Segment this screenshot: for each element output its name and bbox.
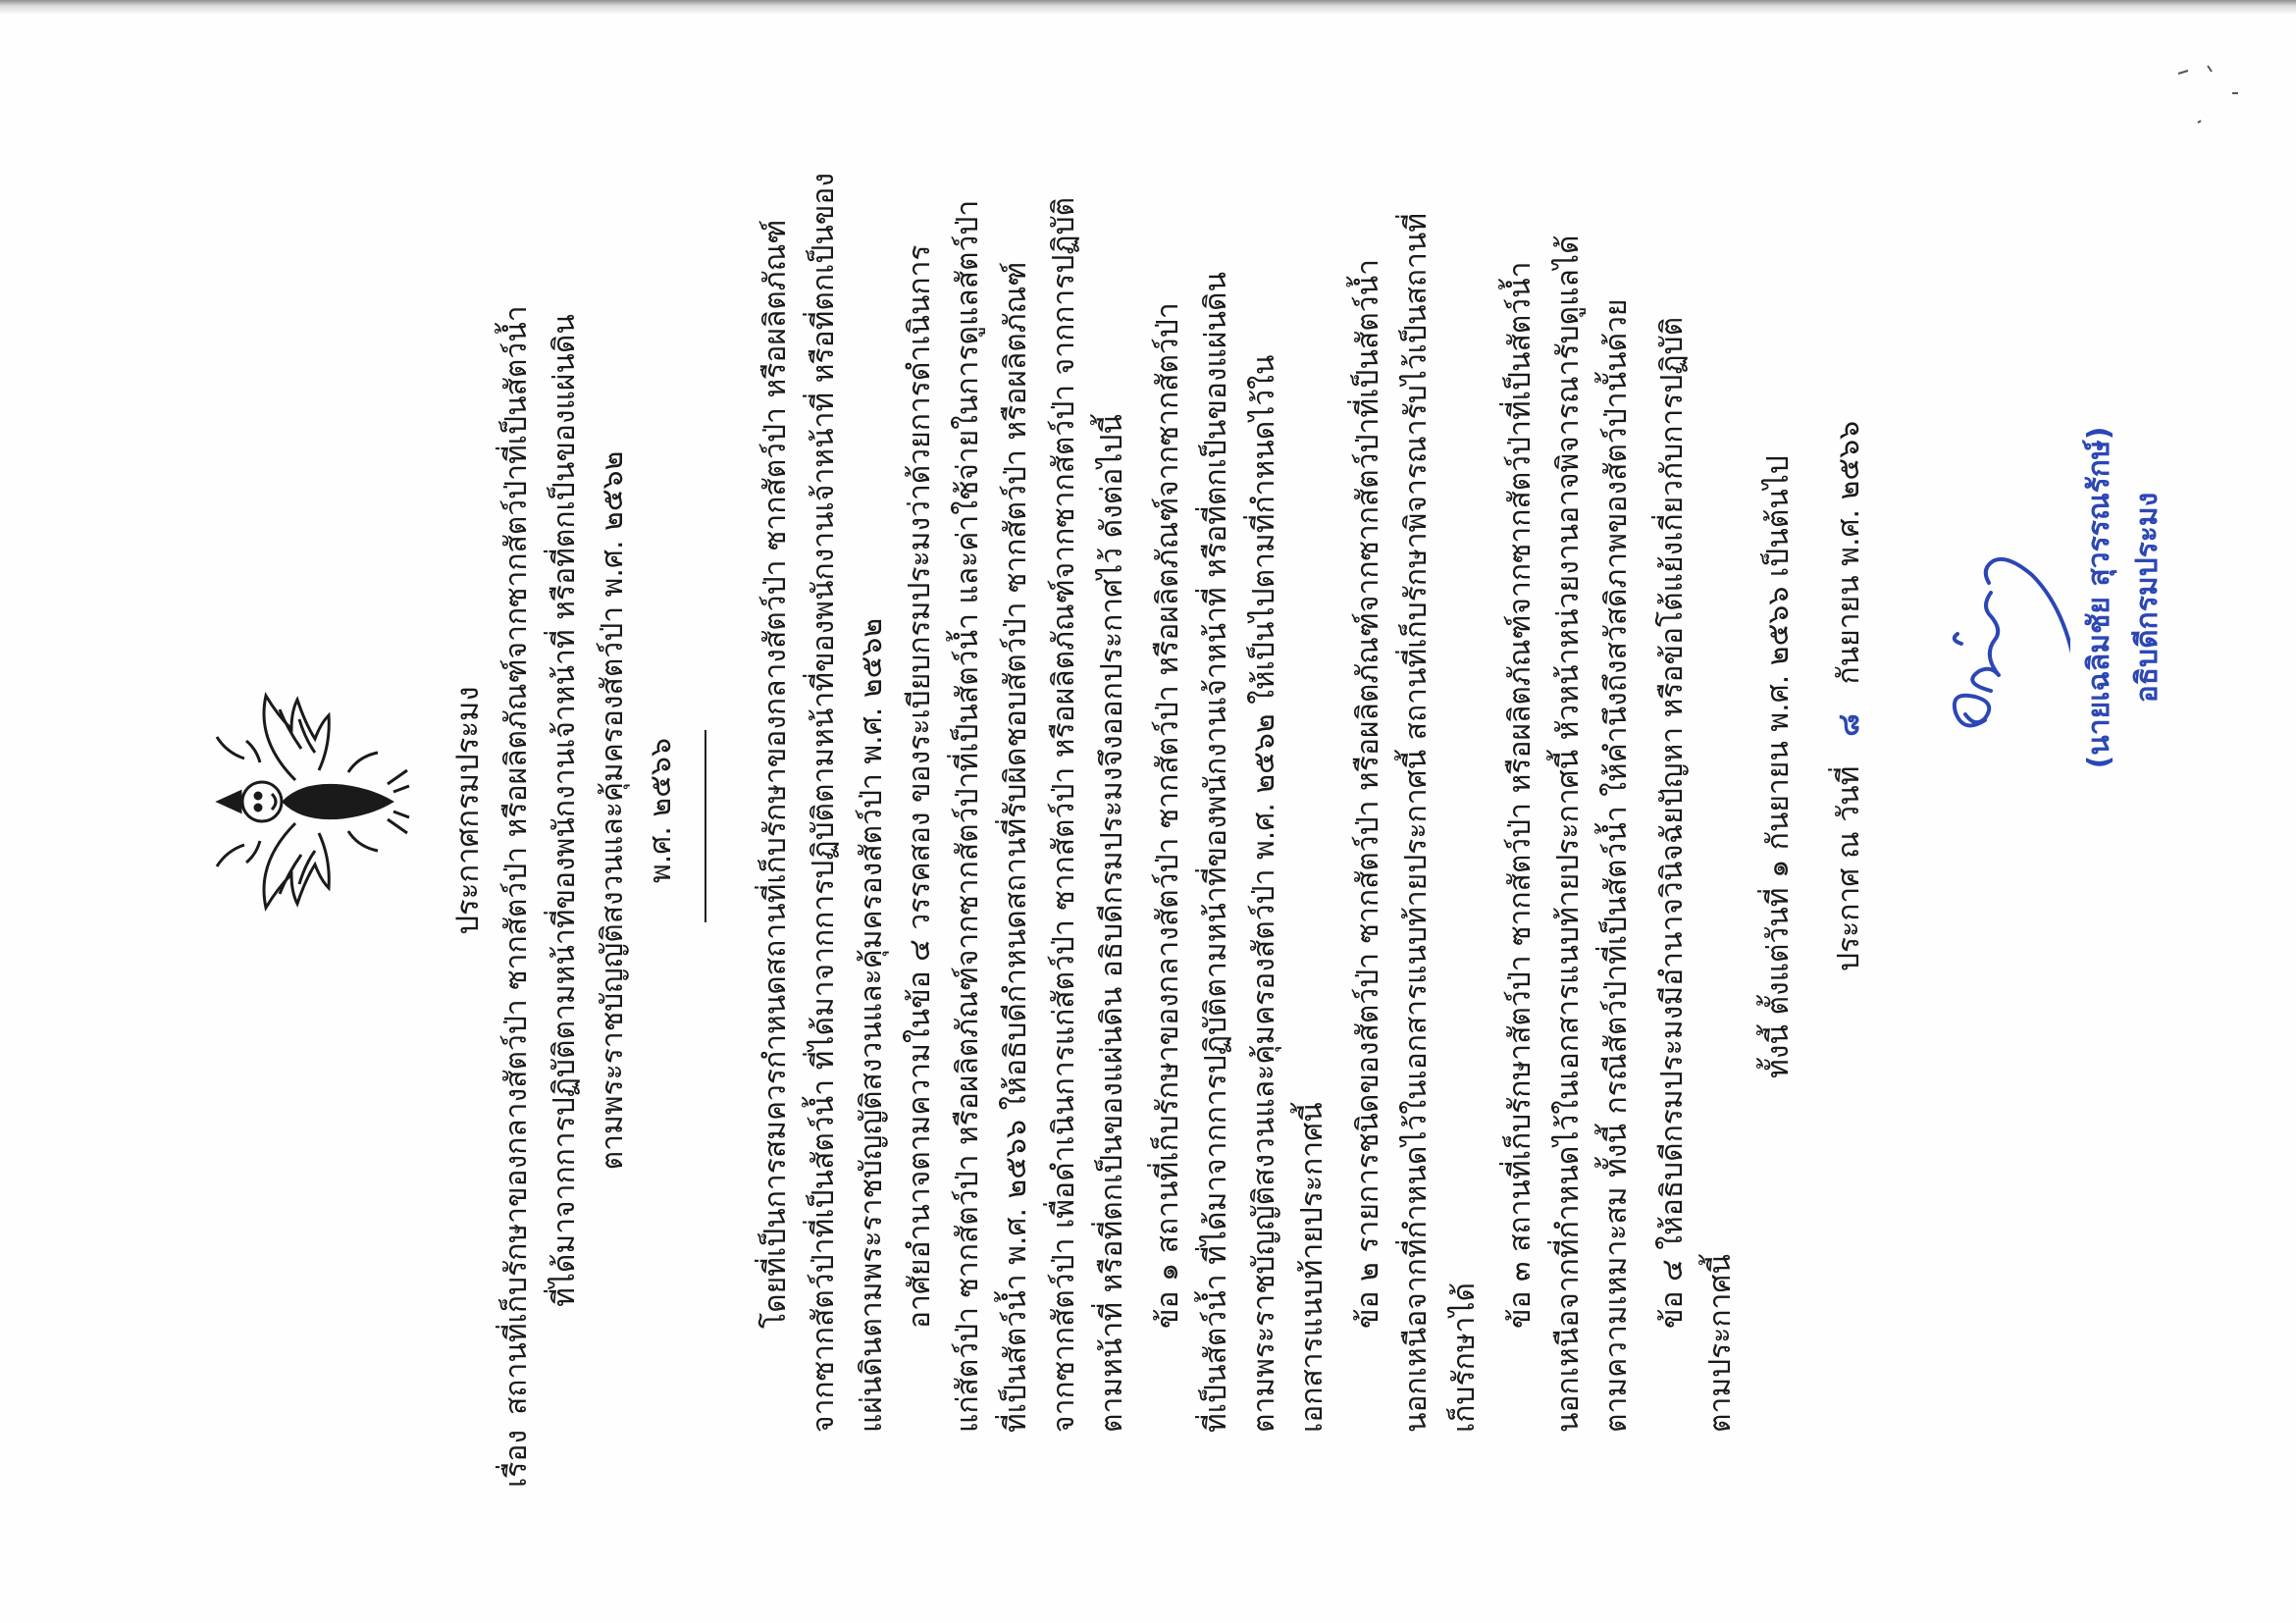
announcement-date <box>1825 421 1873 971</box>
clause-4-line: ตามประกาศนี้ <box>1703 1254 1738 1433</box>
announced-prefix: ประกาศ ณ วันที่ <box>1832 765 1866 971</box>
signer-title: อธิบดีกรมประมง <box>2130 492 2165 704</box>
garuda-emblem-icon <box>201 690 412 914</box>
clause-1-line: เอกสารแนบท้ายประกาศนี้ <box>1295 1102 1330 1433</box>
announced-day: ๘ <box>1832 713 1866 737</box>
divider-line <box>704 730 706 922</box>
clause-3-line: ข้อ ๓ สถานที่เก็บรักษาสัตว์ป่า ซากสัตว์ป่า หรือผลิตภัณฑ์จากซากสัตว์ป่าที่เป็นสัตว์น้ำ <box>1503 261 1538 1329</box>
preamble-line: แผ่นดินตามพระราชบัญญัติสงวนและคุ้มครองสัตว์ป่า พ.ศ. ๒๕๖๒ <box>855 617 889 1433</box>
subject-line-3: ตามพระราชบัญญัติสงวนและคุ้มครองสัตว์ป่า พ.ศ. ๒๕๖๒ <box>596 450 630 1171</box>
handwritten-signature <box>1899 504 2070 759</box>
clause-2-line: ข้อ ๒ รายการชนิดของสัตว์ป่า ซากสัตว์ป่า หรือผลิตภัณฑ์จากซากสัตว์ป่าที่เป็นสัตว์น้ำ <box>1351 259 1385 1329</box>
signer-name: (นายเฉลิมชัย สุวรรณรักษ์) <box>2082 426 2116 769</box>
document-year: พ.ศ. ๒๕๖๖ <box>644 738 678 883</box>
preamble-line: อาศัยอำนาจตามความในข้อ ๔ วรรคสอง ของระเบียบกรมประมงว่าด้วยการดำเนินการ <box>903 244 937 1329</box>
subject-line-1: สถานที่เก็บรักษาของกลางสัตว์ป่า ซากสัตว์ป่า หรือผลิตภัณฑ์จากซากสัตว์ป่าที่เป็นสัตว์น้ำ <box>499 305 534 1415</box>
preamble-line: ตามหน้าที่ หรือที่ตกเป็นของแผ่นดิน อธิบดีกรมประมงจึงออกประกาศไว้ ดังต่อไปนี้ <box>1095 414 1129 1433</box>
announced-suffix: กันยายน พ.ศ. ๒๕๖๖ <box>1832 420 1866 685</box>
preamble-line: จากซากสัตว์ป่า เพื่อดำเนินการแก่สัตว์ป่า ซากสัตว์ป่า หรือผลิตภัณฑ์จากซากสัตว์ป่า จากการปฏิบัติ <box>1047 196 1081 1433</box>
preamble-line: โดยที่เป็นการสมควรกำหนดสถานที่เก็บรักษาของกลางสัตว์ป่า ซากสัตว์ป่า หรือผลิตภัณฑ์ <box>758 219 793 1329</box>
clause-1-line: ที่เป็นสัตว์น้ำ ที่ได้มาจากการปฏิบัติตามหน้าที่ของพนักงานเจ้าหน้าที่ หรือที่ตกเป็นของแผ่นดิน <box>1199 272 1233 1433</box>
clause-3-line: ตามความเหมาะสม ทั้งนี้ กรณีสัตว์ป่าที่เป็นสัตว์น้ำ ให้คำนึงถึงสวัสดิภาพของสัตว์ป่านั้นด้วย <box>1599 298 1634 1433</box>
clause-4-line: ข้อ ๔ ให้อธิบดีกรมประมงมีอำนาจวินิจฉัยปัญหา หรือข้อโต้แย้งเกี่ยวกับการปฏิบัติ <box>1655 316 1690 1329</box>
clause-2-line: เก็บรักษาได้ <box>1447 1283 1482 1433</box>
effective-date: ทั้งนี้ ตั้งแต่วันที่ ๑ กันยายน พ.ศ. ๒๕๖๖ เป็นต้นไป <box>1761 455 1796 1078</box>
preamble-line: แก่สัตว์ป่า ซากสัตว์ป่า หรือผลิตภัณฑ์จากซากสัตว์ป่าที่เป็นสัตว์น้ำ และค่าใช้จ่ายในการดูแลสัตว์ป่า <box>951 199 985 1433</box>
clause-3-line: นอกเหนือจากที่กำหนดไว้ในเอกสารแนบท้ายประกาศนี้ หัวหน้าหน่วยงานอาจพิจารณารับดูแลได้ <box>1551 235 1586 1433</box>
subject-label: เรื่อง <box>499 1429 534 1488</box>
preamble-line: ที่เป็นสัตว์น้ำ พ.ศ. ๒๕๖๖ ให้อธิบดีกำหนดสถานที่รับผิดชอบสัตว์ป่า ซากสัตว์ป่า หรือผลิตภัณฑ์ <box>999 261 1033 1433</box>
document-title: ประกาศกรมประมง <box>450 686 486 935</box>
clause-1-line: ข้อ ๑ สถานที่เก็บรักษาของกลางสัตว์ป่า ซากสัตว์ป่า หรือผลิตภัณฑ์จากซากสัตว์ป่า <box>1151 302 1185 1329</box>
preamble-line: จากซากสัตว์ป่าที่เป็นสัตว์น้ำ ที่ได้มาจากการปฏิบัติตามหน้าที่ของพนักงานเจ้าหน้าที่ หรือที่ตกเป็นของ <box>807 172 841 1433</box>
subject-line-2: ที่ได้มาจากการปฏิบัติตามหน้าที่ของพนักงานเจ้าหน้าที่ หรือที่ตกเป็นของแผ่นดิน <box>548 314 582 1307</box>
clause-2-line: นอกเหนือจากที่กำหนดไว้ในเอกสารแนบท้ายประกาศนี้ สถานที่เก็บรักษาพิจารณารับไว้เป็นสถานที่ <box>1399 212 1434 1433</box>
clause-1-line: ตามพระราชบัญญัติสงวนและคุ้มครองสัตว์ป่า พ.ศ. ๒๕๖๒ ให้เป็นไปตามที่กำหนดไว้ใน <box>1247 354 1281 1433</box>
